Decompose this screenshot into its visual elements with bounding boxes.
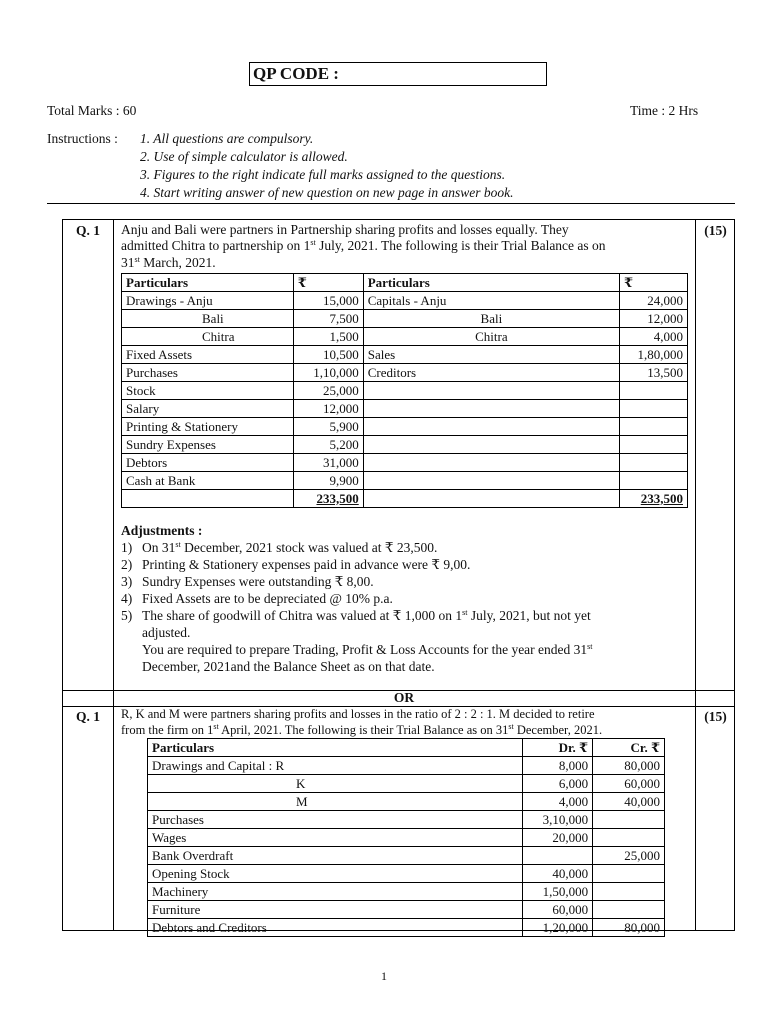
table-row	[148, 865, 665, 883]
table-cell: Drawings - Anju	[122, 292, 294, 310]
table-row	[122, 400, 688, 418]
table-cell	[620, 418, 688, 436]
table-cell: Sales	[363, 346, 619, 364]
table-cell: Purchases	[122, 364, 294, 382]
trial-balance-table	[121, 273, 688, 508]
table-header-row	[148, 739, 665, 757]
table-cell: 9,900	[293, 472, 363, 490]
table-cell: Drawings and Capital : R	[148, 757, 523, 775]
text-span: You are required to prepare Trading, Profit & Loss Accounts for the year ended 31	[142, 642, 588, 657]
table-cell: Machinery	[148, 883, 523, 901]
table-cell: 80,000	[593, 757, 665, 775]
table-cell: Stock	[122, 382, 294, 400]
table-cell: Wages	[148, 829, 523, 847]
table-header-row	[122, 274, 688, 292]
question-text	[121, 222, 689, 271]
table-cell: 1,500	[293, 328, 363, 346]
column-divider	[695, 220, 696, 930]
header-cell: Particulars	[148, 739, 523, 757]
table-cell: Chitra	[363, 328, 619, 346]
table-row	[148, 919, 665, 937]
table-cell: Debtors	[122, 454, 294, 472]
table-cell	[593, 865, 665, 883]
superscript: st	[462, 608, 468, 617]
text-span: 31	[121, 254, 135, 270]
item-number: 4)	[121, 591, 133, 606]
table-cell: Opening Stock	[148, 865, 523, 883]
text-span: The share of goodwill of Chitra was valued at ₹ 1,000 on 1	[142, 608, 463, 623]
table-cell: 20,000	[523, 829, 593, 847]
table-cell	[620, 436, 688, 454]
table-cell: 40,000	[523, 865, 593, 883]
superscript: st	[175, 540, 181, 549]
instructions-label: Instructions :	[47, 131, 118, 146]
text-span: On 31	[142, 540, 176, 555]
qp-code-label: QP CODE :	[253, 64, 339, 83]
question-text	[121, 707, 689, 739]
table-cell: Furniture	[148, 901, 523, 919]
question-number: Q. 1	[75, 709, 100, 724]
table-total-row	[122, 490, 688, 508]
table-cell: 25,000	[293, 382, 363, 400]
table-row	[148, 901, 665, 919]
text-line	[121, 723, 689, 739]
instruction-item: 1. All questions are compulsory.	[140, 131, 314, 146]
text-line	[121, 255, 689, 271]
table-row	[148, 829, 665, 847]
table-cell	[593, 901, 665, 919]
table-cell: Sundry Expenses	[122, 436, 294, 454]
table-cell: 25,000	[593, 847, 665, 865]
text-line: Anju and Bali were partners in Partnership sharing profits and losses equally. They	[121, 222, 569, 237]
table-cell: 60,000	[523, 901, 593, 919]
table-cell: 8,000	[523, 757, 593, 775]
table-row	[148, 811, 665, 829]
table-row	[122, 328, 688, 346]
table-cell: 40,000	[593, 793, 665, 811]
header-cell: Dr. ₹	[523, 739, 593, 757]
text-span: July, 2021. The following is their Trial Balance as on	[315, 238, 606, 254]
table-row	[122, 418, 688, 436]
table-cell	[363, 382, 619, 400]
table-cell: 6,000	[523, 775, 593, 793]
header-cell: ₹	[620, 274, 688, 292]
trial-balance-table-alt	[147, 738, 665, 937]
text-span: December, 2021 stock was valued at ₹ 23,500.	[180, 540, 438, 555]
table-cell: 60,000	[593, 775, 665, 793]
table-cell	[593, 811, 665, 829]
table-cell	[620, 382, 688, 400]
table-cell: M	[148, 793, 523, 811]
item-number: 2)	[121, 557, 133, 572]
superscript: st	[213, 721, 219, 731]
table-row	[122, 472, 688, 490]
adjustment-item	[121, 574, 681, 591]
table-row	[148, 757, 665, 775]
table-cell: Fixed Assets	[122, 346, 294, 364]
table-cell	[363, 400, 619, 418]
table-cell: 12,000	[620, 310, 688, 328]
total-cell: 233,500	[620, 490, 688, 508]
page-number: 1	[381, 969, 387, 983]
item-text: Printing & Stationery expenses paid in advance were ₹ 9,00.	[142, 557, 471, 572]
table-row	[122, 382, 688, 400]
superscript: st	[508, 721, 514, 731]
table-cell: 3,10,000	[523, 811, 593, 829]
table-row	[122, 364, 688, 382]
table-cell	[363, 436, 619, 454]
column-divider	[113, 220, 114, 930]
adjustments-list	[121, 540, 681, 676]
text-span: December, 2021.	[513, 722, 603, 737]
table-row	[122, 454, 688, 472]
table-cell: 5,200	[293, 436, 363, 454]
table-cell: 10,500	[293, 346, 363, 364]
question-frame	[62, 219, 735, 935]
text-span: March, 2021.	[139, 254, 216, 270]
table-cell	[122, 490, 294, 508]
superscript: st	[310, 238, 316, 248]
superscript: st	[134, 254, 140, 264]
table-cell	[523, 847, 593, 865]
table-row	[122, 310, 688, 328]
total-marks: Total Marks : 60	[47, 103, 137, 118]
table-row	[122, 346, 688, 364]
table-cell: Creditors	[363, 364, 619, 382]
table-cell: 1,80,000	[620, 346, 688, 364]
table-cell: Salary	[122, 400, 294, 418]
table-cell	[620, 472, 688, 490]
text-span: from the firm on 1	[121, 722, 214, 737]
table-cell: Bali	[122, 310, 294, 328]
table-cell: Printing & Stationery	[122, 418, 294, 436]
table-cell: Debtors and Creditors	[148, 919, 523, 937]
adjustment-continuation	[121, 625, 681, 642]
requirement-line	[121, 659, 681, 676]
table-row	[148, 793, 665, 811]
instruction-item: 2. Use of simple calculator is allowed.	[140, 149, 348, 164]
question-marks: (15)	[704, 223, 727, 238]
text-span: admitted Chitra to partnership on 1	[121, 238, 311, 254]
table-cell: Bank Overdraft	[148, 847, 523, 865]
table-row	[148, 775, 665, 793]
superscript: st	[587, 642, 593, 651]
table-cell: 7,500	[293, 310, 363, 328]
instructions-list	[140, 131, 514, 203]
table-cell	[363, 454, 619, 472]
item-number: 5)	[121, 608, 133, 623]
item-number: 1)	[121, 540, 133, 555]
item-text	[142, 608, 591, 625]
header-cell: ₹	[293, 274, 363, 292]
table-cell: 31,000	[293, 454, 363, 472]
adjustment-item	[121, 591, 681, 608]
adjustment-item	[121, 608, 681, 625]
qp-code-box	[249, 62, 547, 86]
table-cell	[620, 454, 688, 472]
item-text	[142, 540, 437, 557]
item-text: Fixed Assets are to be depreciated @ 10% p.a.	[142, 591, 393, 606]
table-cell: Bali	[363, 310, 619, 328]
adjustment-item	[121, 557, 681, 574]
requirement-line	[121, 642, 681, 659]
table-cell: 4,000	[620, 328, 688, 346]
header-cell: Particulars	[122, 274, 294, 292]
item-text: December, 2021and the Balance Sheet as on that date.	[142, 659, 435, 674]
item-text	[142, 642, 593, 659]
text-line: R, K and M were partners sharing profits and losses in the ratio of 2 : 2 : 1. M decided to retire	[121, 707, 595, 721]
table-cell: 24,000	[620, 292, 688, 310]
question-marks: (15)	[704, 709, 727, 724]
table-cell: 5,900	[293, 418, 363, 436]
table-cell: 1,10,000	[293, 364, 363, 382]
table-cell: 1,20,000	[523, 919, 593, 937]
exam-time: Time : 2 Hrs	[630, 103, 699, 118]
item-number: 3)	[121, 574, 133, 589]
table-cell	[363, 490, 619, 508]
instruction-item: 3. Figures to the right indicate full marks assigned to the questions.	[140, 167, 506, 182]
table-row	[122, 436, 688, 454]
table-cell: 1,50,000	[523, 883, 593, 901]
adjustments-title: Adjustments :	[121, 523, 203, 538]
table-cell	[620, 400, 688, 418]
table-row	[148, 847, 665, 865]
table-cell	[593, 829, 665, 847]
adjustment-item	[121, 540, 681, 557]
item-number	[121, 659, 142, 676]
table-cell: 15,000	[293, 292, 363, 310]
total-cell: 233,500	[293, 490, 363, 508]
table-row	[122, 292, 688, 310]
item-number	[121, 642, 142, 659]
item-text: adjusted.	[142, 625, 191, 640]
question-number: Q. 1	[75, 223, 100, 238]
item-text: Sundry Expenses were outstanding ₹ 8,00.	[142, 574, 374, 589]
table-cell: Purchases	[148, 811, 523, 829]
header-cell: Particulars	[363, 274, 619, 292]
table-cell: 80,000	[593, 919, 665, 937]
table-cell: Cash at Bank	[122, 472, 294, 490]
text-span: April, 2021. The following is their Trial Balance as on 31	[218, 722, 509, 737]
table-cell: Chitra	[122, 328, 294, 346]
header-cell: Cr. ₹	[593, 739, 665, 757]
table-row	[148, 883, 665, 901]
table-cell: Capitals - Anju	[363, 292, 619, 310]
table-cell: 13,500	[620, 364, 688, 382]
item-number	[121, 625, 142, 642]
instruction-item: 4. Start writing answer of new question on new page in answer book.	[140, 185, 514, 200]
table-cell	[363, 418, 619, 436]
text-span: July, 2021, but not yet	[467, 608, 591, 623]
table-cell	[593, 883, 665, 901]
table-cell	[363, 472, 619, 490]
table-cell: 12,000	[293, 400, 363, 418]
text-line	[121, 238, 689, 254]
header-rule	[47, 203, 735, 204]
or-label: OR	[393, 690, 415, 705]
table-cell: K	[148, 775, 523, 793]
table-cell: 4,000	[523, 793, 593, 811]
